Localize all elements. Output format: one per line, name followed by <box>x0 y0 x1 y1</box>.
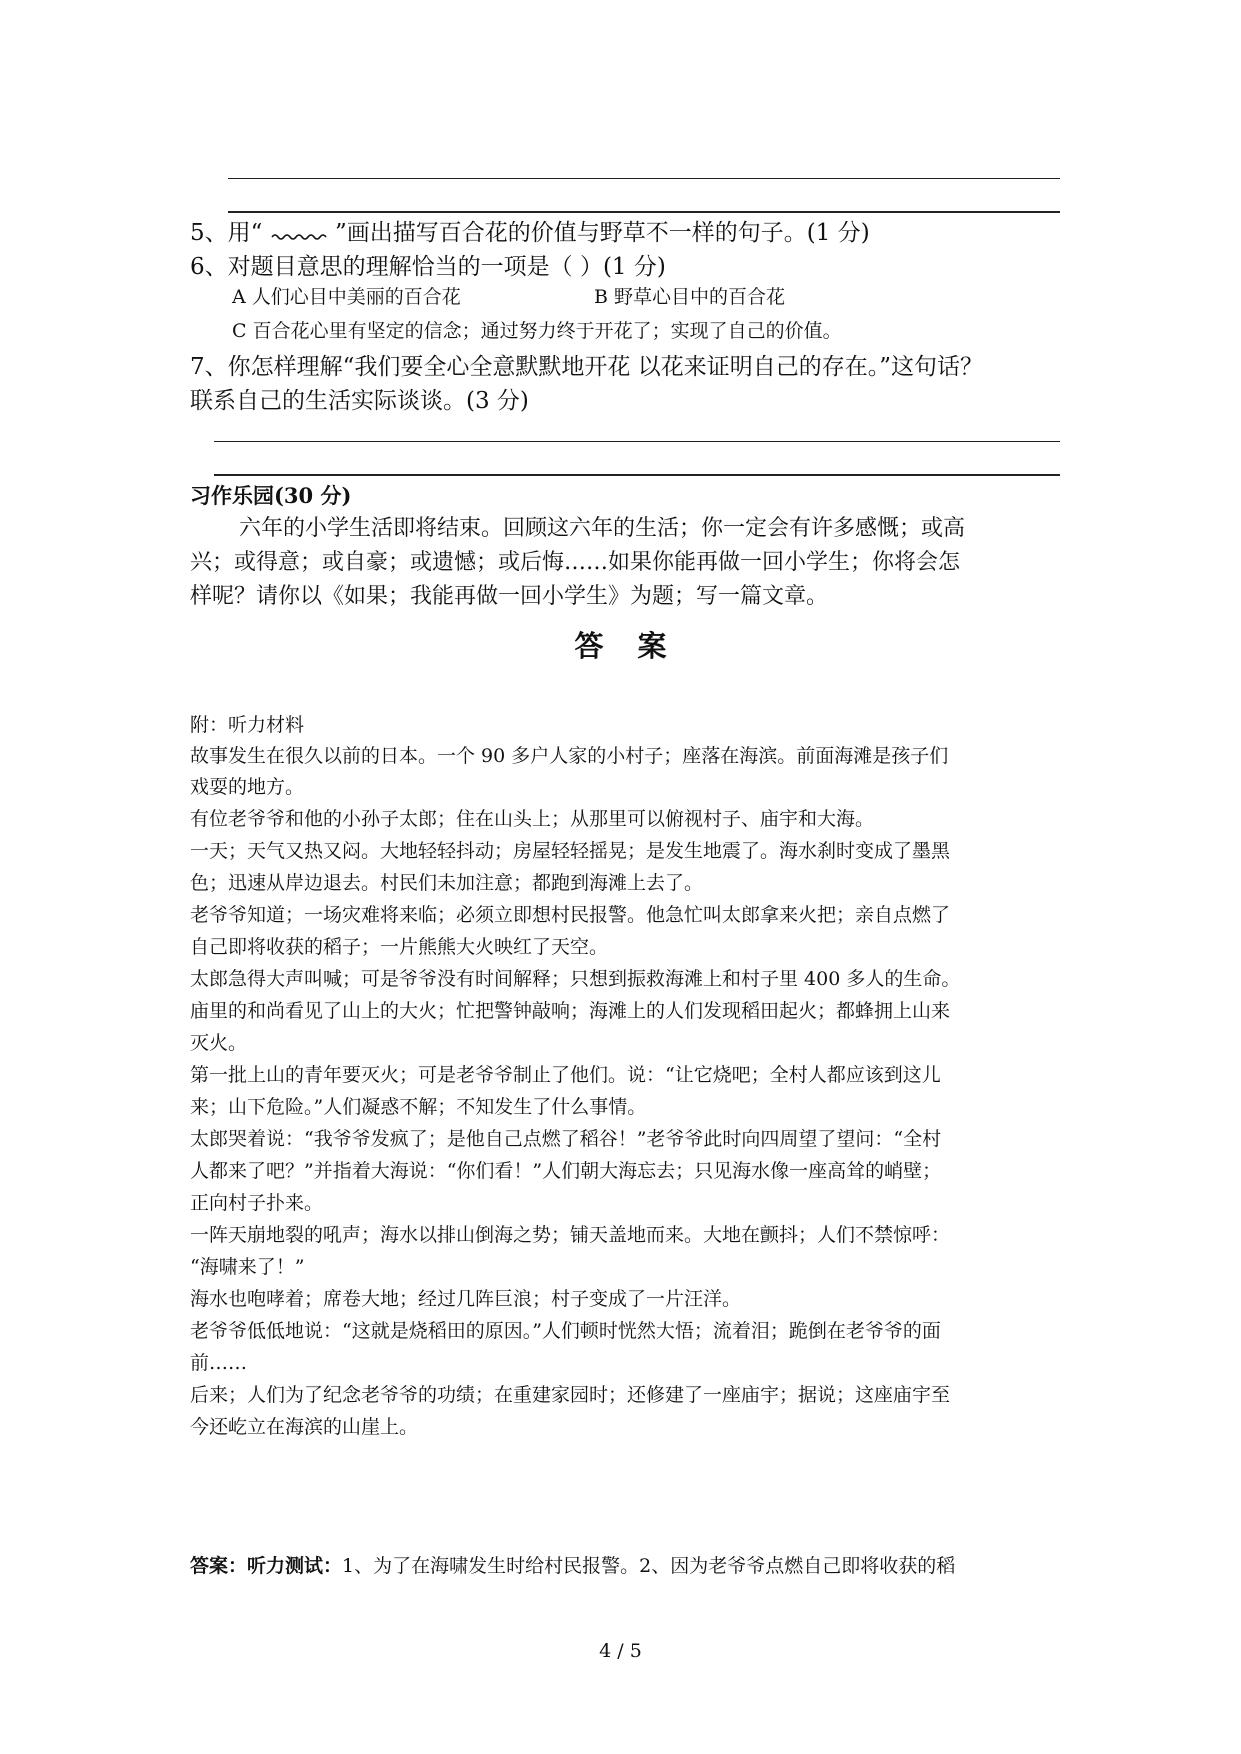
listening-line: 后来；人们为了纪念老爷爷的功绩；在重建家园时；还修建了一座庙宇；据说；这座庙宇至 <box>190 1384 951 1406</box>
listening-line: 正向村子扑来。 <box>190 1192 324 1214</box>
listening-line: 灭火。 <box>190 1032 248 1054</box>
writing-prompt-line: 兴；或得意；或自豪；或遗憾；或后悔……如果你能再做一回小学生；你将会怎 <box>190 550 961 575</box>
listening-line: 来；山下危险。”人们凝惑不解；不知发生了什么事情。 <box>190 1096 647 1118</box>
question-6-option-c: C 百合花心里有坚定的信念；通过努力终于开花了；实现了自己的价值。 <box>232 320 842 342</box>
listening-line: 色；迅速从岸边退去。村民们未加注意；都跑到海滩上去了。 <box>190 872 704 894</box>
question-6: 6、对题目意思的理解恰当的一项是（ ）(1 分) <box>190 254 666 280</box>
listening-line: 自己即将收获的稻子；一片熊熊大火映红了天空。 <box>190 936 609 958</box>
question-5: 5、用“ ”画出描写百合花的价值与野草不一样的句子。(1 分) <box>190 220 870 246</box>
page-number: 4 / 5 <box>599 1640 642 1662</box>
question-6-option-a: A 人们心目中美丽的百合花 <box>232 286 461 308</box>
answer-line <box>214 441 1060 442</box>
listening-line: 海水也咆哮着；席卷大地；经过几阵巨浪；村子变成了一片汪洋。 <box>190 1288 742 1310</box>
answer-line <box>214 474 1060 476</box>
question-7-line-1: 7、你怎样理解“我们要全心全意默默地开花 以花来证明自己的存在。”这句话？ <box>190 354 983 380</box>
listening-line: 一阵天崩地裂的吼声；海水以排山倒海之势；铺天盖地而来。大地在颤抖；人们不禁惊呼： <box>190 1224 951 1246</box>
listening-line: 第一批上山的青年要灭火；可是老爷爷制止了他们。说：“让它烧吧；全村人都应该到这儿 <box>190 1064 941 1086</box>
listening-line: 老爷爷低低地说：“这就是烧稻田的原因。”人们顿时恍然大悟；流着泪；跪倒在老爷爷的面 <box>190 1320 941 1342</box>
listening-line: 庙里的和尚看见了山上的大火；忙把警钟敲响；海滩上的人们发现稻田起火；都蜂拥上山来 <box>190 1000 951 1022</box>
answers-section-label: 听力测试： <box>247 1555 343 1577</box>
listening-line: 有位老爷爷和他的小孙子太郎；住在山头上；从那里可以俯视村子、庙宇和大海。 <box>190 808 875 830</box>
question-6-option-b: B 野草心目中的百合花 <box>594 286 786 308</box>
listening-line: 一天；天气又热又闷。大地轻轻抖动；房屋轻轻摇晃；是发生地震了。海水刹时变成了墨黑 <box>190 840 951 862</box>
writing-heading: 习作乐园(30 分) <box>190 483 352 508</box>
answers-label: 答案： <box>190 1555 248 1577</box>
listening-line: 戏耍的地方。 <box>190 776 305 798</box>
answer-line <box>228 178 1060 179</box>
listening-line: 故事发生在很久以前的日本。一个 90 多户人家的小村子；座落在海滨。前面海滩是孩子们 <box>190 745 949 767</box>
listening-line: “海啸来了！” <box>190 1256 305 1278</box>
listening-line: 太郎急得大声叫喊；可是爷爷没有时间解释；只想到振救海滩上和村子里 400 多人的生命。 <box>190 968 961 990</box>
listening-line: 老爷爷知道；一场灾难将来临；必须立即想村民报警。他急忙叫太郎拿来火把；亲自点燃了 <box>190 904 951 926</box>
answer-title: 答案 <box>574 629 701 663</box>
writing-prompt-line: 六年的小学生活即将结束。回顾这六年的生活；你一定会有许多感慨；或高 <box>190 516 965 541</box>
listening-line: 人都来了吧？”并指着大海说：“你们看！”人们朝大海忘去；只见海水像一座高耸的峭壁； <box>190 1160 942 1182</box>
wavy-underline-icon <box>270 226 328 240</box>
listening-line: 前…… <box>190 1352 248 1374</box>
answers-text: 1、为了在海啸发生时给村民报警。2、因为老爷爷点燃自己即将收获的稻 <box>342 1555 956 1577</box>
answer-line <box>228 211 1060 213</box>
listening-label: 附：听力材料 <box>190 714 305 736</box>
listening-line: 太郎哭着说：“我爷爷发疯了；是他自己点燃了稻谷！”老爷爷此时向四周望了望问：“全村 <box>190 1128 942 1150</box>
listening-line: 今还屹立在海滨的山崖上。 <box>190 1416 419 1438</box>
question-7-line-2: 联系自己的生活实际谈谈。(3 分) <box>190 388 529 414</box>
answers-line <box>190 1551 1070 1582</box>
writing-prompt-line: 样呢？请你以《如果；我能再做一回小学生》为题；写一篇文章。 <box>190 584 829 609</box>
